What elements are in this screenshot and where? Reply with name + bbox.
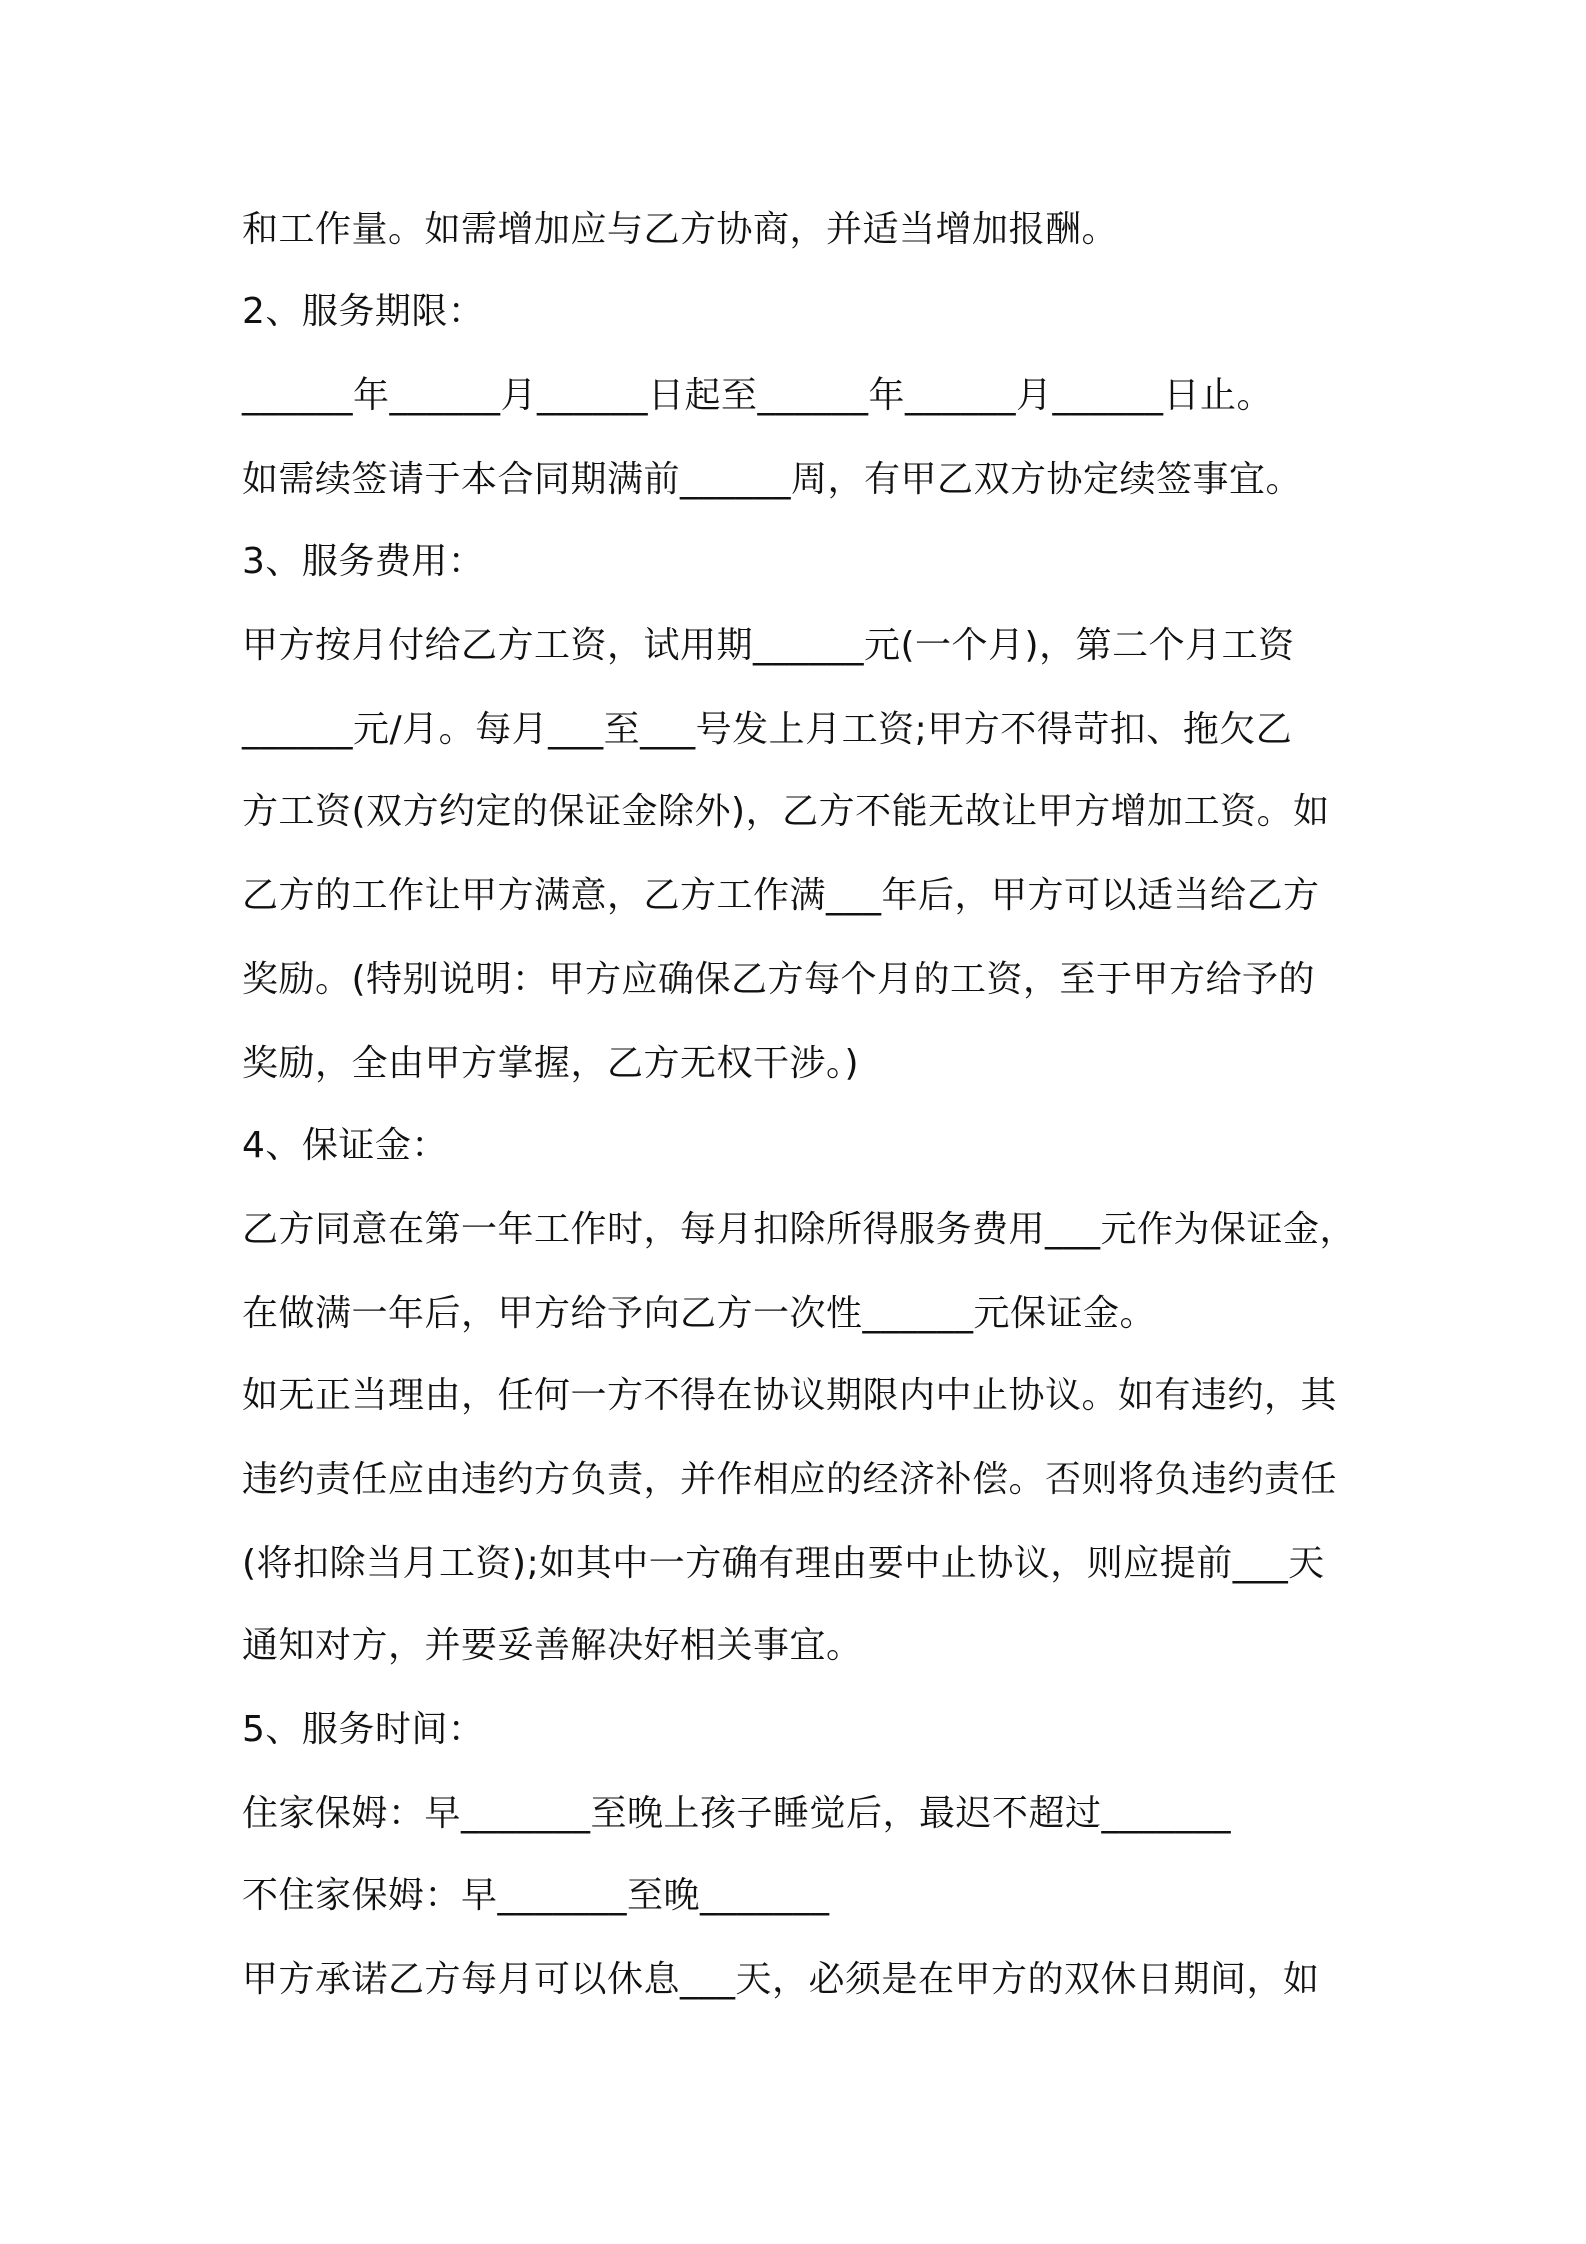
section-heading-deposit: 4、保证金： [242,1125,448,1166]
text-line-breach-2: 违约责任应由违约方负责，并作相应的经济补偿。否则将负违约责任 [242,1459,1338,1500]
section-heading-service-period: 2、服务期限： [242,291,485,332]
text-line-deposit-2: 在做满一年后，甲方给予向乙方一次性______元保证金。 [242,1293,1157,1334]
text-line-live-out-nanny: 不住家保姆：早_______至晚_______ [242,1875,830,1916]
text-line-fee-2: ______元/月。每月___至___号发上月工资;甲方不得苛扣、拖欠乙 [242,709,1293,750]
section-heading-service-fee: 3、服务费用： [242,541,485,582]
text-line-period-dates: ______年______月______日起至______年______月______日止。 [242,375,1274,416]
text-line-breach-1: 如无正当理由，任何一方不得在协议期限内中止协议。如有违约，其 [242,1375,1338,1416]
text-line-continuation: 和工作量。如需增加应与乙方协商，并适当增加报酬。 [242,209,1119,250]
text-line-fee-4: 乙方的工作让甲方满意，乙方工作满___年后，甲方可以适当给乙方 [242,875,1320,916]
text-line-renewal: 如需续签请于本合同期满前______周，有甲乙双方协定续签事宜。 [242,459,1303,500]
text-line-deposit-1: 乙方同意在第一年工作时，每月扣除所得服务费用___元作为保证金， [242,1209,1357,1250]
text-line-fee-3: 方工资(双方约定的保证金除外)，乙方不能无故让甲方增加工资。如 [242,791,1330,832]
text-line-live-in-nanny: 住家保姆：早_______至晚上孩子睡觉后，最迟不超过_______ [242,1793,1232,1834]
text-line-breach-4: 通知对方，并要妥善解决好相关事宜。 [242,1625,863,1666]
text-line-fee-5: 奖励。(特别说明：甲方应确保乙方每个月的工资，至于甲方给予的 [242,959,1316,1000]
text-line-fee-1: 甲方按月付给乙方工资，试用期______元(一个月)，第二个月工资 [242,625,1295,666]
section-heading-service-time: 5、服务时间： [242,1709,485,1750]
text-line-fee-6: 奖励，全由甲方掌握，乙方无权干涉。) [242,1043,860,1084]
text-line-rest-days: 甲方承诺乙方每月可以休息___天，必须是在甲方的双休日期间，如 [242,1959,1320,2000]
text-line-breach-3: (将扣除当月工资);如其中一方确有理由要中止协议，则应提前___天 [242,1543,1325,1584]
